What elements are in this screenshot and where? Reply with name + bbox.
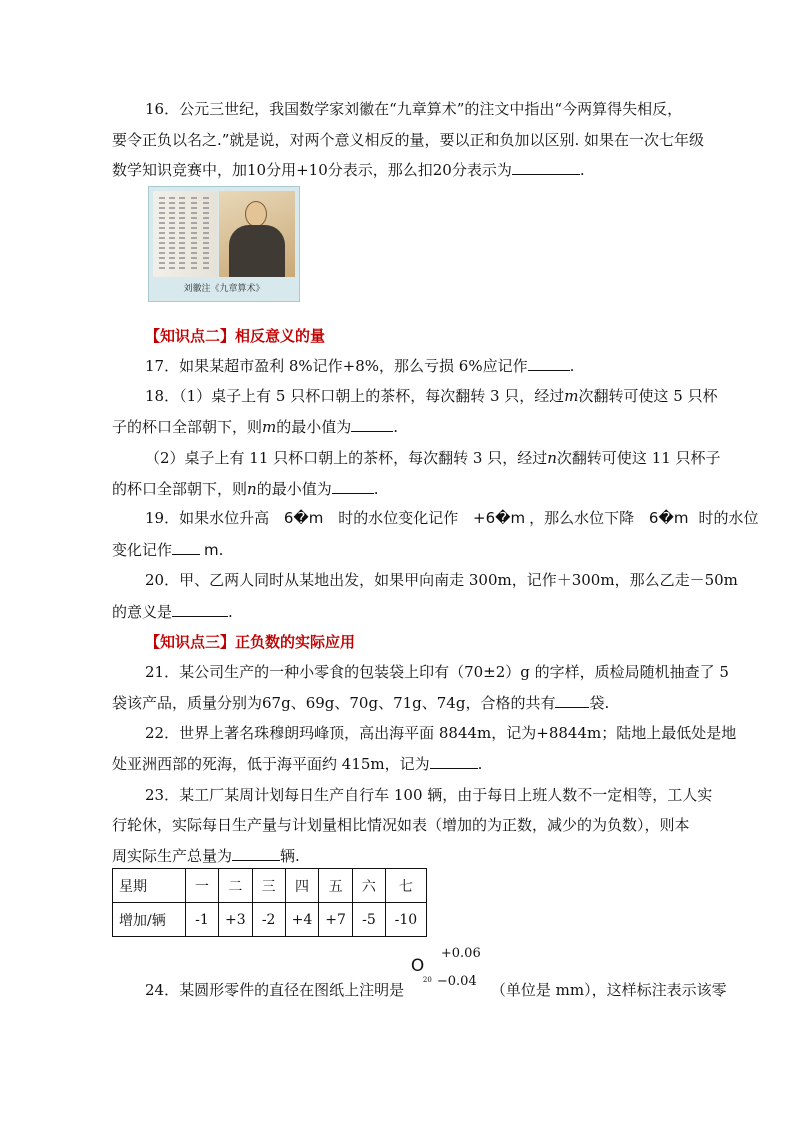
section-heading-3: 【知识点三】正负数的实际应用 [145,633,356,651]
q16-line3 [112,159,585,181]
q18-var-n-2: n [247,480,257,498]
q21-answer-blank [555,693,589,708]
table-cell: 六 [352,869,385,903]
q21-line2-text: 袋该产品，质量分别为67g、69g、70g、71g、74g，合格的共有 [112,694,556,712]
table-cell: 二 [219,869,253,903]
q19-b: 时的水位变化记作 [338,509,459,527]
q16-line3-text: 数学知识竞赛中，加10分用+10分表示，那么扣20分表示为 [112,161,512,179]
table-cell: 五 [319,869,353,903]
q18-p1b: 次翻转可使这 5 只杯 [578,387,718,405]
table-header-row [113,869,427,903]
q18-p2-answer-blank [332,479,374,494]
q24-upper-deviation: +0.06 [440,946,481,961]
table-cell: 一 [186,869,219,903]
q17-line [145,355,574,377]
q19-value1: 6�m [283,509,324,527]
table-cell: -5 [352,903,385,937]
q17-text: 17．如果某超市盈利 8%记作+8%，那么亏损 6%应记作 [145,357,528,375]
q18-p1c: 子的杯口全部朝下，则 [112,418,263,436]
table-cell: 星期 [113,869,186,903]
q19-answer-blank [172,540,200,555]
q18-part2-line2 [112,478,378,500]
q19-e: 变化记作 [112,541,173,559]
q24-rest: （单位是 mm），这样标注表示该零 [490,981,727,999]
q17-end: . [569,357,575,375]
table-cell: 四 [285,869,319,903]
q23-end: 辆. [280,847,300,865]
q23-answer-blank [232,846,280,861]
q18-part1-line1 [145,385,718,407]
figure-caption: 刘徽注《九章算术》 [183,284,265,294]
q16-end: . [579,161,585,179]
q20-line1: 20．甲、乙两人同时从某地出发，如果甲向南走 300m，记作＋300m，那么乙走－50m [145,571,738,589]
q23-line3 [112,845,300,867]
liu-hui-figure [148,186,300,302]
q18-p2b: 次翻转可使这 11 只杯子 [556,449,721,467]
portrait-image [219,191,295,277]
q19-line1 [145,507,758,529]
q18-part2-line1 [145,447,721,469]
q22-answer-blank [430,754,478,769]
q21-line1: 21．某公司生产的一种小零食的包装袋上印有（70±2）g 的字样，质检局随机抽查了 5 [145,663,729,681]
q16-line2: 要令正负以名之.”就是说，对两个意义相反的量，要以正和负加以区别. 如果在一次七年级 [112,131,704,149]
q18-var-m: m [564,387,579,405]
q18-p2a: （2）桌子上有 11 只杯口朝上的茶杯，每次翻转 3 只，经过 [145,449,548,467]
q19-c: ，那么水位下降 [529,509,635,527]
q21-end: 袋. [589,694,610,712]
q19-unit: m [204,541,219,559]
q22-line2 [112,753,482,775]
q18-var-n: n [547,449,557,467]
production-table [112,868,427,937]
q22-end: . [477,755,483,773]
q21-line2 [112,692,609,714]
q18-p1d: 的最小值为 [276,418,352,436]
q18-p2d: 的最小值为 [256,480,332,498]
q16-line1: 16．公元三世纪，我国数学家刘徽在“九章算术”的注文中指出“今两算得失相反， [145,100,683,118]
table-cell: -10 [385,903,426,937]
q16-answer-blank [512,160,580,175]
table-cell: +7 [319,903,353,937]
q24-lower-deviation: −0.04 [436,974,477,989]
q20-line2 [112,601,233,623]
q19-end: . [218,541,224,559]
q18-part1-line2 [112,416,398,438]
q20-end: . [228,603,233,621]
q17-answer-blank [528,356,570,371]
q19-a: 19．如果水位升高 [145,509,270,527]
q24-diameter-symbol: O [410,956,425,976]
q23-line3-text: 周实际生产总量为 [112,847,233,865]
q23-line2: 行轮休，实际每日生产量与计划量相比情况如表（增加的为正数，减少的为负数），则本 [112,816,690,834]
q18-var-m-2: m [262,418,277,436]
table-cell: -1 [186,903,219,937]
q24-text: 24．某圆形零件的直径在图纸上注明是 [145,981,405,999]
q18-p1-end: . [393,418,399,436]
q18-p1a: 18．（1）桌子上有 5 只杯口朝上的茶杯，每次翻转 3 只，经过 [145,387,565,405]
q19-d: 时的水位 [698,509,759,527]
table-row [113,903,427,937]
q19-value2: +6�m [473,509,526,527]
ancient-book-image [153,191,217,277]
q24-base-value: 20 [422,976,432,984]
q18-p2c: 的杯口全部朝下，则 [112,480,248,498]
q19-value3: 6�m [648,509,689,527]
q22-line2-text: 处亚洲西部的死海，低于海平面约 415m，记为 [112,755,430,773]
q20-line2-text: 的意义是 [112,603,173,621]
table-cell: 三 [252,869,285,903]
table-cell: +3 [219,903,253,937]
q18-p1-answer-blank [351,417,393,432]
q23-line1: 23．某工厂某周计划每日生产自行车 100 辆，由于每日上班人数不一定相等，工人实 [145,786,713,804]
q22-line1: 22．世界上著名珠穆朗玛峰顶，高出海平面 8844m，记为+8844m；陆地上最低处是地 [145,724,737,742]
table-cell: +4 [285,903,319,937]
q24-line1 [145,946,727,1001]
q19-line2 [112,539,223,561]
q24-tolerance-notation [410,946,489,995]
table-cell: 七 [385,869,426,903]
q18-p2-end: . [373,480,379,498]
table-cell: -2 [252,903,285,937]
section-heading-2: 【知识点二】相反意义的量 [145,327,326,345]
table-cell: 增加/辆 [113,903,186,937]
q20-answer-blank [172,602,228,617]
